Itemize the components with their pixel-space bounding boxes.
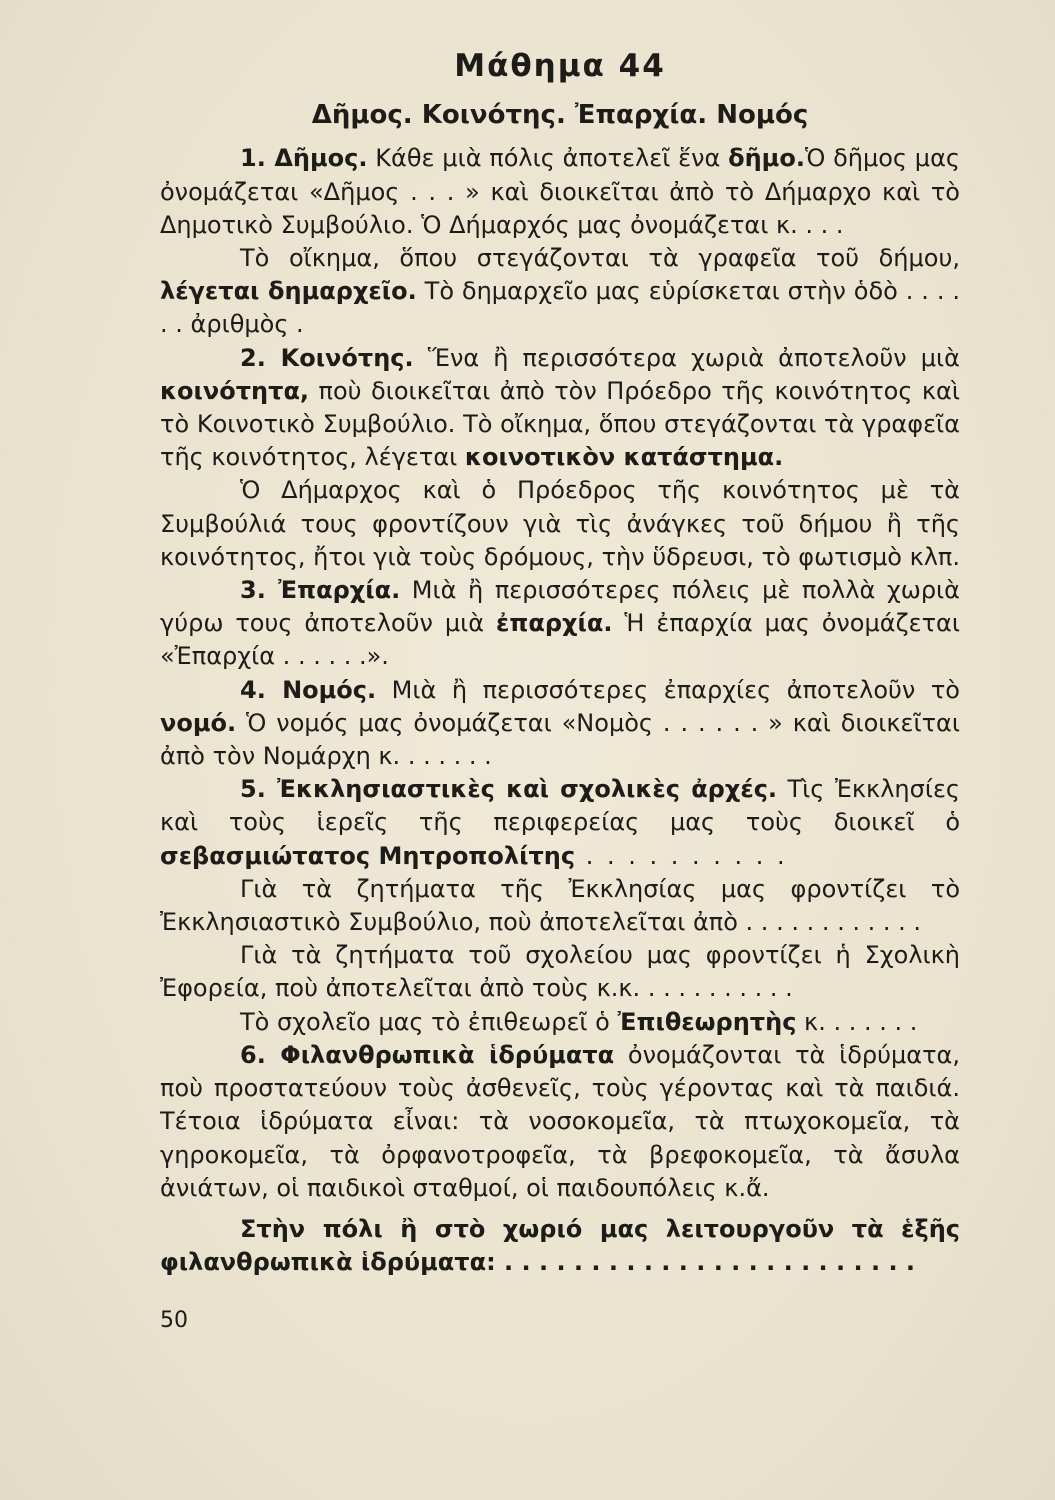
section-1-p2-term: λέγεται δημαρχεῖο. <box>160 277 417 306</box>
section-5-paragraph-2: Γιὰ τὰ ζητήματα τῆς Ἐκκλησίας μας φροντίζει τὸ Ἐκκλησιαστικὸ Συμβούλιο, ποὺ ἀποτελεῖται ἀπὸ . . . . . . . . . . . . <box>160 874 960 937</box>
section-5-text-a: Τὶς Ἐκκλησίες καὶ τοὺς ἱερεῖς τῆς περιφερείας μας τοὺς διοικεῖ ὁ <box>160 775 961 837</box>
section-4-term: νομό. <box>160 708 237 737</box>
section-5-paragraph-4 <box>160 1006 960 1039</box>
section-4-text-a: Μιὰ ἢ περισσότερες ἐπαρχίες ἀποτελοῦν τὸ <box>376 675 960 704</box>
section-1-p2-text-a: Τὸ οἴκημα, ὅπου στεγάζονται τὰ γραφεῖα τοῦ δήμου, <box>240 244 960 273</box>
section-3-heading: 3. Ἐπαρχία. <box>240 576 401 605</box>
section-1-term: δῆμο. <box>728 144 805 173</box>
section-3-text-b: Ἡ ἐπαρχία μας ὀνομάζεται «Ἐπαρχία . . . . . .». <box>160 609 960 671</box>
section-5-paragraph <box>160 773 960 873</box>
section-1-heading: 1. Δῆμος. <box>240 144 368 173</box>
section-5-paragraph-3: Γιὰ τὰ ζητήματα τοῦ σχολείου μας φροντίζει ἡ Σχολικὴ Ἐφορεία, ποὺ ἀποτελεῖται ἀπὸ τοὺς κ.κ. . . . . . . . . . . <box>160 941 960 1003</box>
page-number: 50 <box>160 1308 188 1333</box>
section-3-term: ἐπαρχία. <box>496 609 613 638</box>
section-2-term-2: κοινοτικὸν κατάστημα. <box>464 443 784 472</box>
section-3-text-a: Μιὰ ἢ περισσότερες πόλεις μὲ πολλὰ χωριὰ γύρω τους ἀποτελοῦν μιὰ <box>160 576 960 638</box>
section-1-text-a: Κάθε μιὰ πόλις ἀποτελεῖ ἕνα <box>367 144 729 173</box>
section-6-text: ὀνομάζονται τὰ ἱδρύματα, ποὺ προστατεύουν τοὺς ἀσθενεῖς, τοὺς γέροντας καὶ τὰ παιδιά. Τέτοια ἱδρύματα εἶναι: τὰ νοσοκομεῖα, τὰ πτωχοκομεῖα, τὰ γηροκομεῖα, τὰ ὀρφανοτροφεῖα, τὰ βρεφοκομεῖα, τὰ ἄσυλα ἀνιάτων, οἱ παιδικοὶ σταθμοί, οἱ παιδουπόλεις κ.ἄ. <box>160 1040 961 1202</box>
section-4-paragraph <box>160 674 960 774</box>
lesson-title: Μάθημα 44 <box>454 48 666 84</box>
section-1-paragraph-2 <box>160 242 960 342</box>
section-1-p2-text-b: Τὸ δημαρχεῖο μας εὑρίσκεται στὴν ὁδὸ . . . . . . ἀριθμὸς . <box>160 277 960 339</box>
closing-paragraph: Στὴν πόλι ἢ στὸ χωριό μας λειτουργοῦν τὰ ἑξῆς φιλανθρωπικὰ ἱδρύματα: . . . . . . . . . . . . . . . . . . . . . . . . <box>160 1214 960 1277</box>
section-6-paragraph <box>160 1039 960 1205</box>
section-2-text-b: ποὺ διοικεῖται ἀπὸ τὸν Πρόεδρο τῆς κοινότητος καὶ τὸ Κοινοτικὸ Συμβούλιο. Τὸ οἴκημα, ὅπου στεγάζονται τὰ γραφεῖα τῆς κοινότητος, λέγεται <box>160 376 960 472</box>
section-1-text-b: Ὁ δῆμος μας ὀνομάζεται «Δῆμος . . . » καὶ διοικεῖται ἀπὸ τὸ Δήμαρχο καὶ τὸ Δημοτικὸ Συμβούλιο. Ὁ Δήμαρχός μας ὀνομάζεται κ. . . . <box>160 144 960 239</box>
section-2-heading: 2. Κοινότης. <box>240 343 414 372</box>
section-5-p4-text-a: Τὸ σχολεῖο μας τὸ ἐπιθεωρεῖ ὁ <box>240 1007 618 1036</box>
section-5-p4-term: Ἐπιθεωρητὴς <box>617 1007 797 1036</box>
section-6-heading: 6. Φιλανθρωπικὰ ἱδρύματα <box>240 1040 615 1069</box>
section-4-text-b: Ὁ νομός μας ὀνομάζεται «Νομὸς . . . . . . » καὶ διοικεῖται ἀπὸ τὸν Νομάρχη κ. . . . . . . <box>160 708 960 771</box>
section-2-text-a: Ἕνα ἢ περισσότερα χωριὰ ἀποτελοῦν μιὰ <box>413 343 960 372</box>
section-2-paragraph-2: Ὁ Δήμαρχος καὶ ὁ Πρόεδρος τῆς κοινότητος μὲ τὰ Συμβούλιά τους φροντίζουν γιὰ τὶς ἀνάγκες τοῦ δήμου ἢ τῆς κοινότητος, ἤτοι γιὰ τοὺς δρόμους, τὴν ὕδρευσι, τὸ φωτισμὸ κλπ. <box>160 476 960 571</box>
lesson-subtitle: Δῆμος. Κοινότης. Ἐπαρχία. Νομός <box>311 100 809 131</box>
section-1-paragraph <box>160 142 960 242</box>
section-4-heading: 4. Νομός. <box>240 675 377 704</box>
section-2-paragraph <box>160 342 960 475</box>
page-content <box>160 40 960 1279</box>
section-5-dots: . . . . . . . . . . <box>575 841 788 870</box>
section-2-term: κοινότητα, <box>160 376 310 405</box>
section-5-p4-text-b: κ. . . . . . . <box>796 1007 918 1036</box>
section-3-paragraph <box>160 574 960 674</box>
section-5-term: σεβασμιώτατος Μητροπολίτης <box>160 841 576 870</box>
section-5-heading: 5. Ἐκκλησιαστικὲς καὶ σχολικὲς ἀρχές. <box>240 775 778 804</box>
